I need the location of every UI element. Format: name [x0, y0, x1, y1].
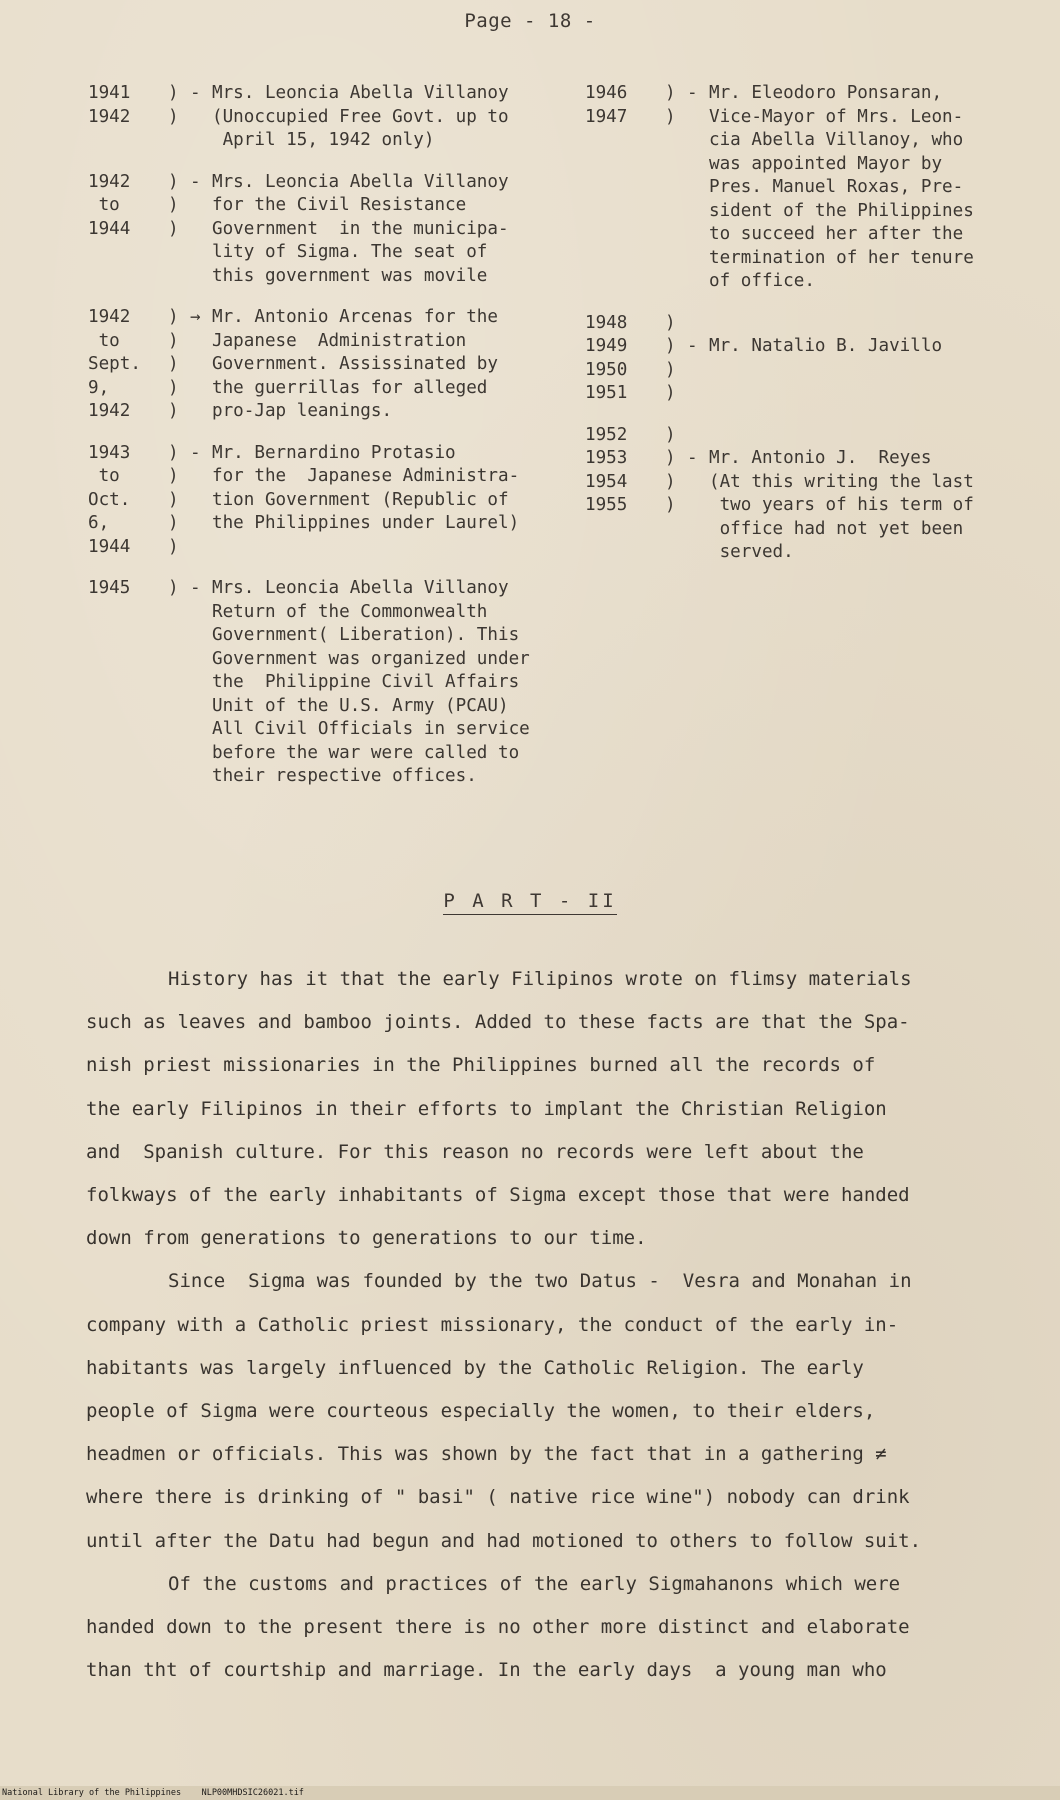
- term-entry: [88, 442, 588, 560]
- bracket-mark: ): [168, 83, 179, 103]
- term-years: [585, 82, 665, 294]
- term-dash: [190, 171, 212, 289]
- term-entry: [585, 82, 1035, 294]
- mayor-list-left-column: [88, 82, 588, 807]
- paragraph-line: company with a Catholic priest missionary, the conduct of the early in-: [86, 1313, 899, 1336]
- term-entry: [88, 306, 588, 424]
- term-years: [585, 424, 665, 565]
- term-brackets: [665, 424, 687, 565]
- description-line: sident of the Philippines: [709, 200, 974, 221]
- term-year: 1942: [88, 106, 131, 127]
- term-year: 1952: [585, 424, 628, 445]
- description-line: (At this writing the last: [709, 471, 974, 492]
- bracket-mark: ): [665, 448, 676, 468]
- term-year: Sept.: [88, 354, 141, 374]
- dash-mark: -: [190, 578, 201, 598]
- paragraph-line: nish priest missionaries in the Philippines burned all the records of: [86, 1054, 876, 1077]
- term-description: [212, 82, 588, 153]
- paragraph-line: Since Sigma was founded by the two Datus - Vesra and Monahan in: [168, 1270, 912, 1293]
- archive-footer: National Library of the Philippines NLP00MHDSIC26021.tif: [0, 1786, 1060, 1800]
- bracket-mark: ): [168, 218, 179, 239]
- dash-mark: -: [687, 336, 698, 356]
- term-year: 1948: [585, 312, 628, 333]
- bracket-mark: ): [168, 513, 179, 533]
- term-years: [88, 82, 168, 153]
- term-years: [585, 312, 665, 406]
- term-year: to: [88, 330, 120, 351]
- description-line: Mr. Bernardino Protasio: [212, 442, 456, 463]
- term-brackets: [168, 306, 190, 424]
- body-text: [86, 958, 986, 1692]
- bracket-mark: ): [168, 489, 179, 510]
- term-entry: [585, 312, 1035, 406]
- term-dash: [190, 306, 212, 424]
- term-dash: [190, 82, 212, 153]
- description-line: tion Government (Republic of: [212, 489, 509, 510]
- term-year: Oct.: [88, 489, 131, 510]
- paragraph-line: the early Filipinos in their efforts to implant the Christian Religion: [86, 1097, 887, 1120]
- description-line: Mrs. Leoncia Abella Villanoy: [212, 83, 509, 103]
- term-year: 1953: [585, 448, 628, 468]
- term-dash: [190, 577, 212, 789]
- paragraph-line: folkways of the early inhabitants of Sigma except those that were handed: [86, 1184, 910, 1207]
- description-line: this government was movile: [212, 265, 488, 286]
- term-description: [709, 82, 1035, 294]
- description-line: Mrs. Leoncia Abella Villanoy: [212, 578, 509, 598]
- term-year: 1944: [88, 536, 131, 557]
- term-brackets: [168, 82, 190, 153]
- bracket-mark: ): [168, 578, 179, 598]
- paragraph-line: and Spanish culture. For this reason no records were left about the: [86, 1140, 864, 1163]
- dash-mark: -: [190, 442, 201, 463]
- bracket-mark: ): [665, 359, 676, 380]
- bracket-mark: ): [168, 330, 179, 351]
- description-line: Japanese Administration: [212, 330, 467, 351]
- description-line: Government. Assissinated by: [212, 354, 498, 374]
- term-description: [212, 442, 588, 560]
- term-entry: [88, 577, 588, 789]
- paragraph-line: headmen or officials. This was shown by the fact that in a gathering ≠: [86, 1443, 887, 1466]
- description-line: lity of Sigma. The seat of: [212, 242, 488, 262]
- description-line: to succeed her after the: [709, 224, 964, 244]
- term-year: to: [88, 466, 120, 486]
- term-dash: [190, 442, 212, 560]
- term-description: [709, 424, 1035, 565]
- description-line: before the war were called to: [212, 742, 520, 763]
- bracket-mark: ): [665, 424, 676, 445]
- term-years: [88, 442, 168, 560]
- bracket-mark: ): [168, 106, 179, 127]
- term-dash: [687, 424, 709, 565]
- part-heading: [0, 890, 1060, 912]
- paragraph-line: handed down to the present there is no other more distinct and elaborate: [86, 1616, 910, 1639]
- description-line: served.: [709, 542, 794, 562]
- page-number: Page - 18 -: [464, 10, 596, 32]
- term-description: [212, 577, 588, 789]
- dash-mark: -: [687, 83, 698, 103]
- term-year: 1944: [88, 218, 131, 239]
- bracket-mark: ): [168, 354, 179, 374]
- term-years: [88, 577, 168, 789]
- term-brackets: [168, 442, 190, 560]
- term-year: 1947: [585, 106, 628, 127]
- term-brackets: [665, 312, 687, 406]
- term-year: 1943: [88, 442, 131, 463]
- term-year: 1942: [88, 171, 131, 192]
- paragraph-line: where there is drinking of " basi" ( native rice wine") nobody can drink: [86, 1486, 910, 1509]
- paragraph-line: History has it that the early Filipinos wrote on flimsy materials: [168, 968, 912, 990]
- description-line: pro-Jap leanings.: [212, 401, 393, 421]
- bracket-mark: ): [168, 171, 179, 192]
- paragraph: [86, 1260, 986, 1562]
- paragraph: [86, 958, 986, 1260]
- term-year: 1942: [88, 307, 131, 327]
- term-year: 1951: [585, 383, 628, 403]
- term-year: 1954: [585, 471, 628, 492]
- description-line: the Philippines under Laurel): [212, 513, 520, 533]
- description-line: [709, 312, 1035, 336]
- bracket-mark: ): [665, 83, 676, 103]
- bracket-mark: ): [168, 442, 179, 463]
- term-brackets: [168, 577, 190, 789]
- description-line: Return of the Commonwealth: [212, 601, 488, 622]
- dash-spacer: [687, 424, 709, 448]
- dash-mark: -: [190, 83, 201, 103]
- paragraph-line: habitants was largely influenced by the Catholic Religion. The early: [86, 1356, 864, 1379]
- description-line: Unit of the U.S. Army (PCAU): [212, 695, 509, 716]
- description-line: Pres. Manuel Roxas, Pre-: [709, 177, 964, 197]
- paragraph-line: down from generations to generations to our time.: [86, 1227, 647, 1250]
- term-entry: [88, 171, 588, 289]
- description-line: All Civil Officials in service: [212, 719, 530, 739]
- description-line: Mr. Natalio B. Javillo: [709, 336, 943, 356]
- term-year: 1949: [585, 336, 628, 356]
- term-year: 1950: [585, 359, 628, 380]
- paragraph-line: Of the customs and practices of the early Sigmahanons which were: [168, 1572, 901, 1595]
- term-year: 6,: [88, 513, 110, 533]
- term-years: [88, 306, 168, 424]
- description-line: two years of his term of: [709, 495, 974, 515]
- mayor-list-right-column: [585, 82, 1035, 583]
- description-line: their respective offices.: [212, 766, 477, 786]
- term-brackets: [168, 171, 190, 289]
- bracket-mark: ): [665, 471, 676, 492]
- description-line: cia Abella Villanoy, who: [709, 130, 964, 150]
- description-line: Mr. Eleodoro Ponsaran,: [709, 83, 943, 103]
- description-line: Mr. Antonio Arcenas for the: [212, 307, 498, 327]
- paragraph: [86, 1563, 986, 1693]
- bracket-mark: ): [665, 495, 676, 515]
- term-years: [88, 171, 168, 289]
- bracket-mark: ): [665, 383, 676, 403]
- part-heading-text: P A R T - II: [443, 890, 616, 915]
- dash-mark: -: [687, 448, 698, 468]
- description-line: termination of her tenure: [709, 247, 974, 268]
- description-line: Government was organized under: [212, 648, 530, 669]
- description-line: Government in the municipa-: [212, 218, 509, 239]
- description-line: Vice-Mayor of Mrs. Leon-: [709, 106, 964, 127]
- bracket-mark: ): [168, 195, 179, 215]
- bracket-mark: ): [168, 377, 179, 398]
- dash-mark: →: [190, 307, 201, 327]
- term-dash: [687, 312, 709, 406]
- term-entry: [585, 424, 1035, 565]
- paragraph-line: such as leaves and bamboo joints. Added to these facts are that the Spa-: [86, 1011, 910, 1034]
- description-line: April 15, 1942 only): [212, 130, 435, 150]
- description-line: was appointed Mayor by: [709, 153, 943, 174]
- paragraph-line: people of Sigma were courteous especially the women, to their elders,: [86, 1400, 876, 1423]
- term-description: [212, 306, 588, 424]
- description-line: Government( Liberation). This: [212, 625, 520, 645]
- term-description: [709, 312, 1035, 406]
- term-brackets: [665, 82, 687, 294]
- term-year: 1955: [585, 495, 628, 515]
- description-line: the Philippine Civil Affairs: [212, 672, 520, 692]
- term-year: 1941: [88, 83, 131, 103]
- description-line: for the Civil Resistance: [212, 195, 467, 215]
- bracket-mark: ): [665, 336, 676, 356]
- description-line: of office.: [709, 271, 815, 291]
- dash-spacer: [687, 312, 709, 336]
- bracket-mark: ): [665, 106, 676, 127]
- description-line: office had not yet been: [709, 518, 964, 539]
- term-dash: [687, 82, 709, 294]
- term-year: 1942: [88, 401, 131, 421]
- term-year: 9,: [88, 377, 110, 398]
- bracket-mark: ): [168, 307, 179, 327]
- term-description: [212, 171, 588, 289]
- dash-mark: -: [190, 171, 201, 192]
- term-year: to: [88, 195, 120, 215]
- bracket-mark: ): [168, 401, 179, 421]
- description-line: for the Japanese Administra-: [212, 466, 520, 486]
- term-year: 1946: [585, 83, 628, 103]
- bracket-mark: ): [665, 312, 676, 333]
- description-line: [709, 424, 1035, 448]
- bracket-mark: ): [168, 536, 179, 557]
- description-line: Mrs. Leoncia Abella Villanoy: [212, 171, 509, 192]
- bracket-mark: ): [168, 466, 179, 486]
- paragraph-line: until after the Datu had begun and had motioned to others to follow suit.: [86, 1529, 922, 1552]
- description-line: Mr. Antonio J. Reyes: [709, 448, 932, 468]
- description-line: (Unoccupied Free Govt. up to: [212, 106, 509, 127]
- term-year: 1945: [88, 578, 131, 598]
- paragraph-line: than tht of courtship and marriage. In the early days a young man who: [86, 1659, 887, 1682]
- term-entry: [88, 82, 588, 153]
- description-line: the guerrillas for alleged: [212, 377, 488, 398]
